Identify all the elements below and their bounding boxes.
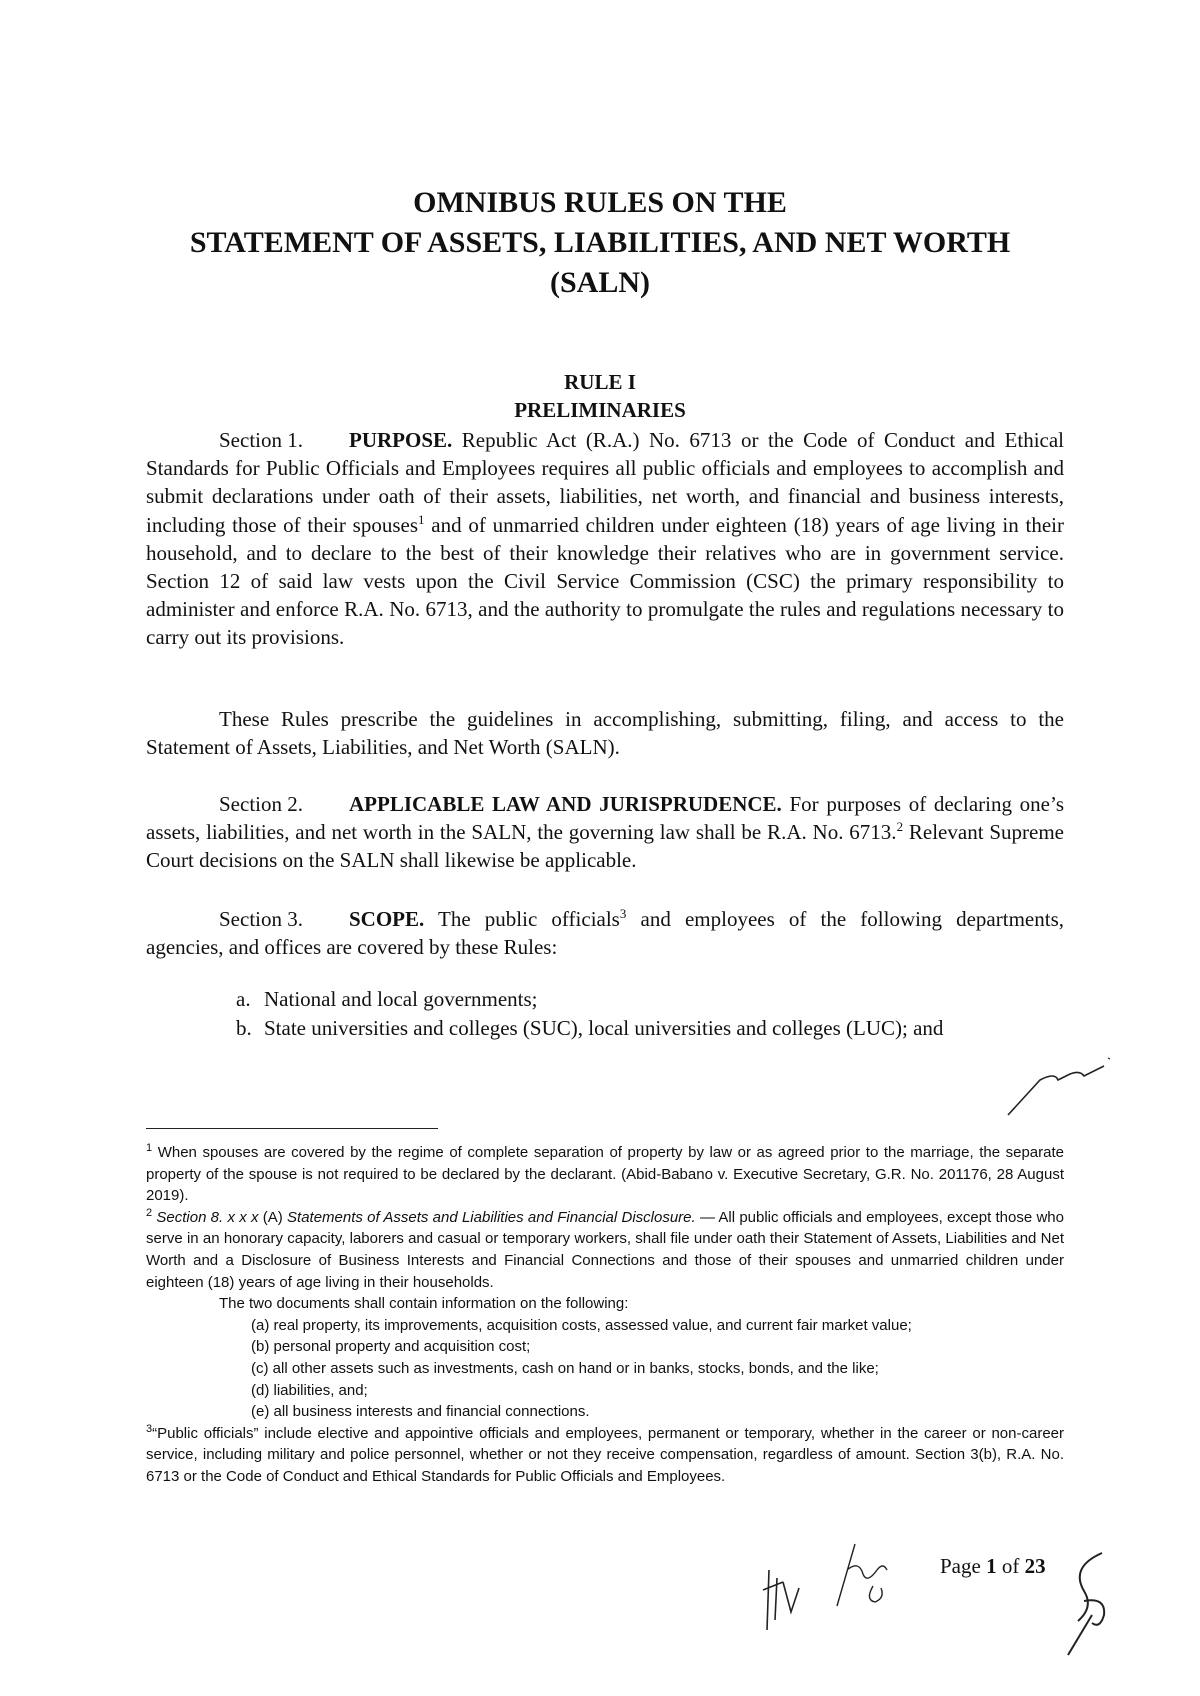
section-2-title: APPLICABLE LAW AND JURISPRUDENCE. (349, 792, 782, 816)
section-3-title: SCOPE. (349, 907, 425, 931)
page-current: 1 (986, 1554, 997, 1578)
title-line-1: OMNIBUS RULES ON THE (413, 186, 787, 219)
rule-heading (100, 368, 1100, 424)
list-item-text: State universities and colleges (SUC), local universities and colleges (LUC); and (264, 1016, 944, 1040)
section-1-paragraph (146, 426, 1064, 652)
footnote-ref-3: 3 (619, 906, 627, 921)
scope-list (236, 985, 1076, 1043)
footnote-ref-1: 1 (418, 511, 425, 527)
footnote-2-text: — All public officials and employees, except those who serve in an honorary capacity, laborers and casual or temporary workers, shall file under oath their Statement of Assets, Liabilities and Net Worth and a Disclosure of Business Interests and Financial Connections and those of their spouses and unmarried children under eighteen (18) years of age living in their households. (146, 1208, 1064, 1291)
section-2 (146, 790, 1064, 875)
initial-signature-3 (1062, 1545, 1132, 1665)
footnotes (146, 1142, 1064, 1488)
footnote-2-item-d: (d) liabilities, and; (251, 1381, 368, 1399)
section-2-paragraph (146, 790, 1064, 875)
footnote-2 (146, 1207, 1064, 1293)
section-3-text-a: The public officials (424, 907, 620, 931)
document-title (100, 183, 1100, 303)
section-2-label: Section 2. (219, 792, 303, 816)
footnote-1 (146, 1142, 1064, 1207)
rule-name: PRELIMINARIES (514, 398, 686, 422)
footnote-ref-2: 2 (896, 819, 904, 835)
page-prefix: Page (940, 1554, 987, 1578)
initial-signature-2 (825, 1540, 905, 1615)
section-1 (146, 426, 1064, 652)
list-item (236, 1014, 1076, 1043)
initial-signature-1 (755, 1560, 805, 1635)
footnote-3 (146, 1423, 1064, 1488)
section-2-text-b: Relevant Supreme Court decisions on the SALN shall likewise be applicable. (146, 820, 1065, 873)
section-2-text-a: For purposes of declaring one’s assets, liabilities, and net worth in the SALN, the governing law shall be R.A. No. 6713. (146, 792, 1064, 845)
title-line-2: STATEMENT OF ASSETS, LIABILITIES, AND NET WORTH (189, 226, 1011, 259)
section-3-text-b: and employees of the following departments, agencies, and offices are covered by these Rules: (146, 907, 1064, 960)
section-1-label: Section 1. (219, 428, 303, 452)
list-item (236, 985, 1076, 1014)
initial-signature-right (1000, 1050, 1110, 1120)
footnote-1-text: When spouses are covered by the regime of complete separation of property by law or as agreed prior to the marriage, the separate property of the spouse is not required to be declared by the declarant. (Abid-Babano v. Executive Secretary, G.R. No. 201176, 28 August 2019). (146, 1144, 1064, 1205)
section-1-title: PURPOSE. (349, 428, 453, 452)
title-line-3: (SALN) (549, 266, 650, 299)
list-item-mark: a. (236, 987, 251, 1011)
footnote-2-item-e: (e) all business interests and financial connections. (251, 1403, 590, 1421)
footnote-2-section-ref: Section 8. x x x (152, 1208, 259, 1226)
footnote-3-text: “Public officials” include elective and appointive officials and employees, permanent or temporary, whether in the career or non-career service, including military and police personnel, whether or not they receive compensation, regardless of amount. Section 3(b), R.A. No. 6713 or the Code of Conduct and Ethical Standards for Public Officials and Employees. (146, 1424, 1064, 1485)
rule-number: RULE I (564, 370, 636, 394)
list-item-text: National and local governments; (264, 987, 538, 1011)
footnote-2-paren: (A) (258, 1208, 288, 1226)
section-1-para2-text: These Rules prescribe the guidelines in accomplishing, submitting, filing, and access to the Statement of Assets, Liabilities, and Net Worth (SALN). (146, 707, 1064, 760)
page-middle: of (996, 1554, 1025, 1578)
section-1-text-b: and of unmarried children under eighteen (18) years of age living in their household, and to declare to the best of their knowledge their relatives who are in government service. Section 12 of said law vests upon the Civil Service Commission (CSC) the primary responsibility to administer and enforce R.A. No. 6713, and the authority to promulgate the rules and regulations necessary to carry out its provisions. (146, 512, 1065, 650)
footnote-1-number: 1 (146, 1142, 153, 1154)
footnote-2-item-b: (b) personal property and acquisition cost; (251, 1338, 531, 1356)
page-number (940, 1552, 1046, 1580)
section-1-paragraph-2 (146, 705, 1064, 761)
section-3 (146, 905, 1064, 961)
footnote-separator (146, 1128, 438, 1129)
section-1-text-a: Republic Act (R.A.) No. 6713 or the Code of Conduct and Ethical Standards for Public Officials and Employees requires all public officials and employees to accomplish and submit declarations under oath of their assets, liabilities, net worth, and financial and business interests, including those of their spouses (146, 428, 1065, 537)
list-item-mark: b. (236, 1016, 252, 1040)
footnote-2-item-c: (c) all other assets such as investments, cash on hand or in banks, stocks, bonds, and the like; (251, 1359, 879, 1377)
footnote-3-number: 3 (146, 1422, 153, 1435)
footnote-2-heading: Statements of Assets and Liabilities and Financial Disclosure. (287, 1208, 696, 1226)
footnote-2-number: 2 (146, 1206, 153, 1219)
section-3-paragraph (146, 905, 1064, 961)
footnote-2-intro: The two documents shall contain information on the following: (219, 1295, 629, 1313)
page-total: 23 (1024, 1554, 1046, 1578)
footnote-2-item-a: (a) real property, its improvements, acquisition costs, assessed value, and current fair market value; (251, 1316, 912, 1334)
section-3-label: Section 3. (219, 907, 303, 931)
